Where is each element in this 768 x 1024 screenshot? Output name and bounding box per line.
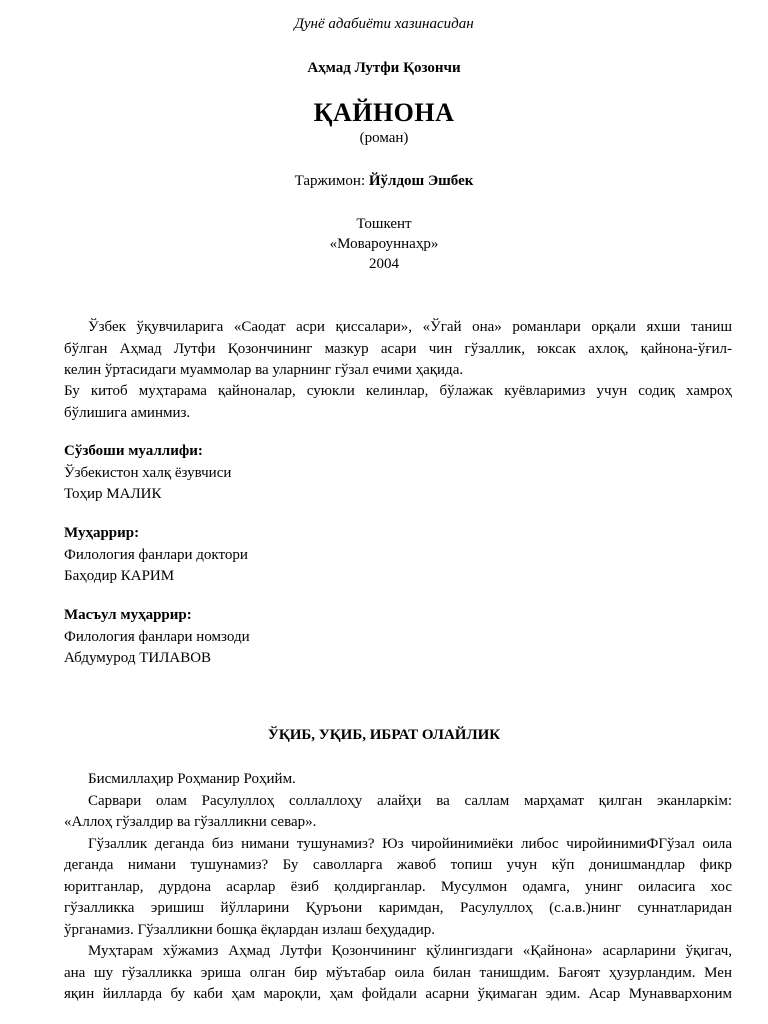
credit-block-foreword [64,441,231,506]
book-genre: (роман) [359,130,409,146]
preface-line: яқин йилларда бу каби ҳам мароқли, ҳам фойдали асарни ўқимаган эдим. Асар Мунаввархоним [64,986,732,1002]
preface-line: юритганлар, дурдона асарлар ёзиб қолдирганлар. Мусулмон одамга, унинг оиласига хос [64,878,732,895]
publication-info [0,214,768,274]
credit-person: Абдумурод ТИЛАВОВ [64,650,212,666]
credit-block-chief-editor [64,605,250,670]
preface-line: ана шу гўзалликка эриша олган бир мўътабар оила билан танишдим. Бағоят ҳузурландим. Мен [64,964,732,981]
credit-title: Филология фанлари номзоди [64,628,250,645]
intro-p2-line: бўлишига аминмиз. [64,404,191,421]
preface-line: «Аллоҳ гўзалдир ва гўзалликни севар». [64,814,317,830]
intro-p1-line: келин ўртасидаги муаммолар ва уларнинг гўзал ечими ҳақида. [64,362,464,378]
preface-title: ЎҚИБ, УҚИБ, ИБРАТ ОЛАЙЛИК [267,727,501,743]
credit-title: Филология фанлари доктори [64,546,248,563]
publisher-name: «Мовароуннаҳр» [329,236,439,252]
book-title: ҚАЙНОНА [313,98,455,127]
preface-line: деганда нимани тушунамиз? Бу саволларга жавоб топиш учун кўп донишмандлар фикр [64,857,732,873]
credit-block-editor [64,523,248,588]
credit-person: Баҳодир КАРИМ [64,568,175,584]
translator-label: Таржимон: [294,173,366,189]
intro-p1-line: бўлган Аҳмад Лутфи Қозончининг мазкур асари чин гўзаллик, юксак ахлоқ, қайнона-ўғил- [64,340,732,357]
publication-year: 2004 [369,256,399,272]
intro-paragraph-1 [64,317,732,382]
preface-text [64,769,732,1006]
preface-line: ўрганамиз. Гўзалликни бошқа ёқлардан излаш беҳудадир. [64,921,435,938]
credit-person: Тоҳир МАЛИК [64,486,162,502]
intro-p2-line: Бу китоб муҳтарама қайноналар, суюкли келинлар, бўлажак куёвларимиз учун содиқ хамроҳ [64,383,732,399]
credit-role: Масъул муҳаррир: [64,607,192,623]
preface-line: Муҳтарам хўжамиз Аҳмад Лутфи Қозончининг қўлингиздаги «Қайнона» асарларини ўқигач, [88,943,732,959]
intro-paragraph-2 [64,381,732,424]
author-name: Аҳмад Лутфи Қозончи [307,60,461,76]
preface-line: Сарвари олам Расулуллоҳ соллаллоҳу алайҳи ва саллам марҳамат қилган эканларкім: [88,792,732,809]
credit-title: Ўзбекистон халқ ёзувчиси [64,464,232,481]
preface-line: Гўзаллик деганда биз нимани тушунамиз? Юз чиройинимиёки либос чиройинимиФГўзал оила [88,835,732,852]
translator-name: Йўлдош Эшбек [368,173,474,189]
credit-role: Сўзбоши муаллифи: [64,443,203,459]
preface-line: Бисмиллаҳир Роҳманир Роҳийм. [88,771,296,787]
translator-line [0,173,768,190]
series-title: Дунё адабиёти хазинасидан [294,16,474,32]
intro-p1-line: Ўзбек ўқувчиларига «Саодат асри қиссалари», «Ўгай она» романлари орқали яхши таниш [88,319,732,335]
credit-role: Муҳаррир: [64,525,140,541]
publication-city: Тошкент [356,216,412,232]
preface-line: гўзалликка эришиш йўлларини Қуръони каримдан, Расулуллоҳ (с.а.в.)нинг суннатларидан [64,900,732,916]
